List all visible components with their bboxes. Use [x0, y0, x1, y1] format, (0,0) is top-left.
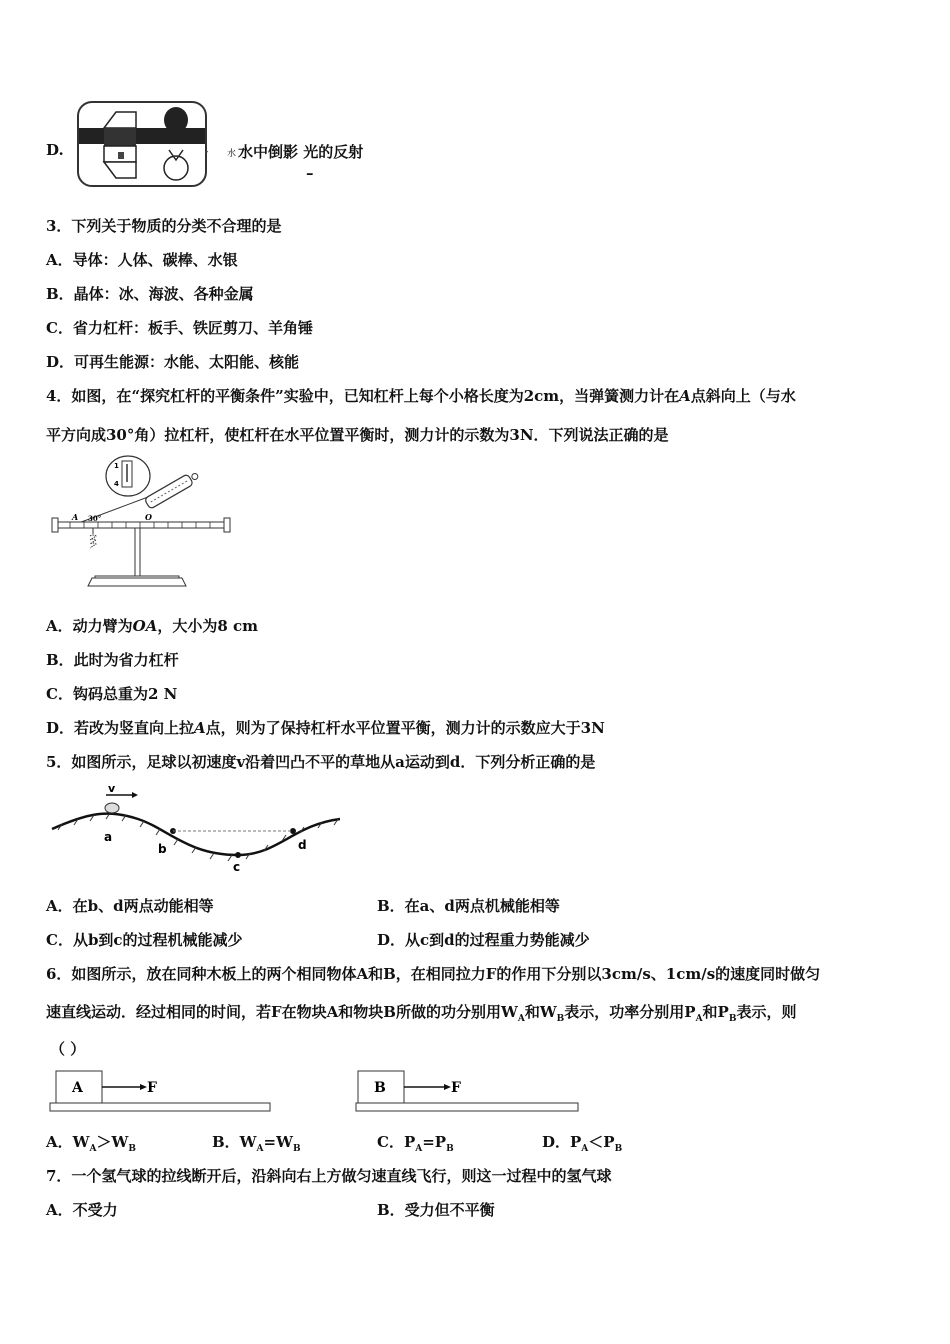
- q6-stem-seg2: 和W: [524, 1003, 557, 1021]
- reflection-figure: [76, 100, 208, 188]
- q4-option-a: [46, 615, 258, 636]
- q6-opt-c-sub1: A: [415, 1144, 423, 1154]
- q6-opt-a-sub2: B: [128, 1144, 136, 1154]
- track-label-d: d: [298, 838, 307, 852]
- q6-stem-seg4: 和P: [702, 1003, 729, 1021]
- q6-opt-d-seg2: ＜P: [588, 1133, 615, 1151]
- q6-stem-seg3: 表示，功率分别用P: [564, 1003, 696, 1021]
- q7-option-b: B．受力但不平衡: [377, 1201, 495, 1219]
- q5-stem: 5．如图所示，足球以初速度v沿着凹凸不平的草地从a运动到d．下列分析正确的是: [46, 753, 596, 771]
- block-b-figure: [354, 1068, 582, 1114]
- q7-stem: 7．一个氢气球的拉线断开后，沿斜向右上方做匀速直线飞行，则这一过程中的氢气球: [46, 1167, 612, 1185]
- q6-opt-b-seg2: =W: [263, 1133, 293, 1151]
- q6-stem-line1: 6．如图所示，放在同种木板上的两个相同物体A和B，在相同拉力F的作用下分别以3cm/s、1cm/s的速度同时做匀: [46, 965, 821, 983]
- q4-stem-part1: 4．如图，在“探究杠杆的平衡条件”实验中，已知杠杆上每个小格长度为2cm，当弹簧测力计在: [46, 387, 680, 405]
- q6-sub-a2: A: [695, 1014, 703, 1024]
- track-label-c: c: [233, 860, 241, 873]
- q6-sub-b1: B: [556, 1014, 565, 1024]
- q3-option-a: A．导体：人体、碳棒、水银: [46, 251, 238, 269]
- q6-stem-seg5: 表示，则: [736, 1003, 797, 1021]
- q4-option-d: [46, 717, 605, 738]
- q3-stem: 3．下列关于物质的分类不合理的是: [46, 217, 282, 235]
- q4-option-a-oa: OA: [132, 617, 158, 635]
- q6-stem-line2: [46, 1001, 796, 1024]
- q4-option-a-pre: A．动力臂为: [46, 617, 133, 635]
- lever-label-o: O: [145, 512, 152, 522]
- q6-opt-c-seg2: =P: [422, 1133, 447, 1151]
- q5-option-a: A．在b、d两点动能相等: [46, 897, 214, 915]
- q2-underline: –: [306, 164, 314, 182]
- q4-stem-line1: [46, 385, 796, 406]
- q6-opt-c-sub2: B: [446, 1144, 454, 1154]
- q6-opt-a-seg1: A．W: [46, 1133, 90, 1151]
- lever-label-a: A: [72, 512, 79, 522]
- q5-option-c: C．从b到c的过程机械能减少: [46, 931, 243, 949]
- block-b-force: F: [451, 1080, 461, 1096]
- ball-track-figure: [48, 783, 348, 873]
- track-label-b: b: [158, 842, 167, 856]
- q6-sub-b2: B: [728, 1014, 737, 1024]
- q4-option-d-post: 点，则为了保持杠杆水平位置平衡，测力计的示数应大于3N: [205, 719, 605, 737]
- lever-label-angle: 30°: [88, 514, 102, 523]
- q4-option-b: B．此时为省力杠杆: [46, 651, 179, 669]
- q6-stem-seg1: 速直线运动．经过相同的时间，若F在物块A和物块B所做的功分别用W: [46, 1003, 518, 1021]
- q2-small-label: 水: [227, 149, 237, 159]
- q5-option-b: B．在a、d两点机械能相等: [377, 897, 560, 915]
- q4-stem-line2: 平方向成30°角）拉杠杆，使杠杆在水平位置平衡时，测力计的示数为3N．下列说法正确的是: [46, 426, 669, 444]
- svg-text:4: 4: [114, 480, 119, 488]
- q6-stem-line3: （ ）: [50, 1040, 86, 1058]
- lever-figure: [48, 452, 238, 592]
- q6-option-c: [377, 1131, 454, 1154]
- block-b-label: B: [374, 1080, 386, 1096]
- q6-opt-a-seg2: ＞W: [96, 1133, 129, 1151]
- q6-opt-a-sub1: A: [89, 1144, 97, 1154]
- svg-text:1: 1: [114, 462, 119, 470]
- q2-option-d-caption: 水中倒影 光的反射: [238, 143, 364, 161]
- q4-option-d-pre: D．若改为竖直向上拉: [46, 719, 195, 737]
- q6-option-b: [212, 1131, 301, 1154]
- q6-opt-d-sub2: B: [614, 1144, 623, 1154]
- q6-sub-a1: A: [517, 1014, 525, 1024]
- q4-option-d-a: A: [194, 719, 206, 737]
- q4-stem-point-a: A: [679, 387, 691, 405]
- q4-option-a-post: ，大小为8 cm: [157, 617, 259, 635]
- q6-opt-b-seg1: B．W: [212, 1133, 257, 1151]
- block-a-figure: [48, 1068, 273, 1114]
- q4-option-c: C．钩码总重为2 N: [46, 685, 178, 703]
- q6-option-d: [542, 1131, 622, 1154]
- track-label-a: a: [104, 830, 113, 844]
- q3-option-d: D．可再生能源：水能、太阳能、核能: [46, 353, 300, 371]
- q6-opt-d-seg1: D．P: [542, 1133, 582, 1151]
- q6-opt-b-sub2: B: [292, 1144, 301, 1154]
- q3-option-c: C．省力杠杆：板手、铁匠剪刀、羊角锤: [46, 319, 313, 337]
- q6-opt-d-sub1: A: [581, 1144, 589, 1154]
- block-a-label: A: [72, 1080, 83, 1096]
- q4-stem-part2: 点斜向上（与水: [690, 387, 796, 405]
- q2-option-d-label: D.: [46, 141, 64, 159]
- q6-opt-c-seg1: C．P: [377, 1133, 416, 1151]
- q5-option-d: D．从c到d的过程重力势能减少: [377, 931, 590, 949]
- q7-option-a: A．不受力: [46, 1201, 118, 1219]
- q3-option-b: B．晶体：冰、海波、各种金属: [46, 285, 254, 303]
- q6-option-a: [46, 1131, 136, 1154]
- q6-opt-b-sub1: A: [256, 1144, 264, 1154]
- block-a-force: F: [147, 1080, 157, 1096]
- track-label-v: v: [108, 783, 116, 795]
